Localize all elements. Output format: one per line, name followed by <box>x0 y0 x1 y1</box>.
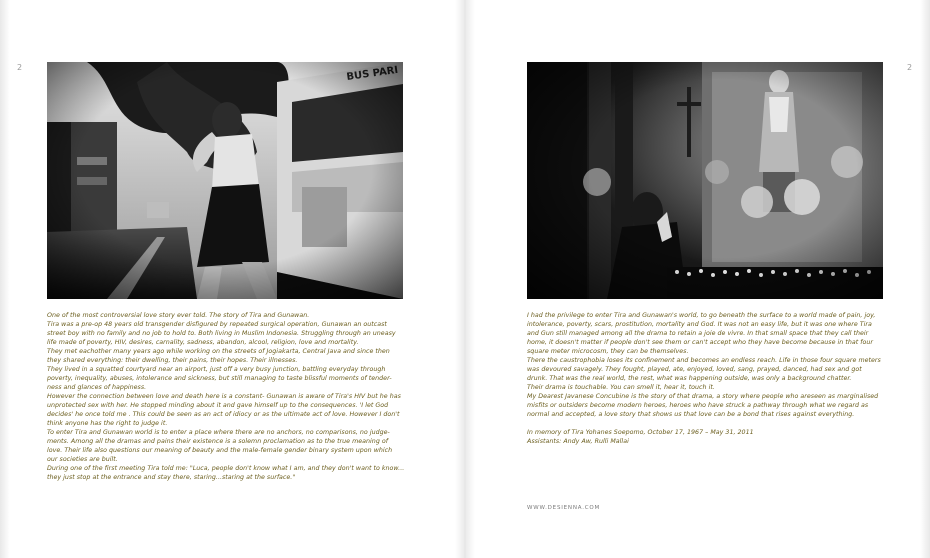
book-gutter <box>455 0 475 558</box>
text-line: However the connection between love and death here is a constant- Gunawan is aware of Tira's HIV but he has <box>47 393 401 400</box>
right-page-number: 2 <box>907 63 913 72</box>
paragraph-gap <box>527 419 881 428</box>
left-page-edge <box>0 0 10 558</box>
text-line: home, it doesn't matter if people don't see them or can't accept who they have become because in that four <box>527 339 873 346</box>
text-line: intolerance, poverty, scars, prostitution, mortality and God. It was not an easy life, but it was one where Tira <box>527 321 872 328</box>
text-line: My Dearest Javanese Concubine is the story of that drama, a story where people who areseen as marginalised <box>527 393 879 400</box>
left-page-number: 2 <box>17 63 23 72</box>
text-line: street boy with no family and no job to hold to. Both living in Muslim Indonesia. Struggling through an uneasy <box>47 330 396 337</box>
left-body-text <box>47 311 404 482</box>
text-line: ments. Among all the dramas and pains their existence is a solemn proclamation as to the true meaning of <box>47 438 388 445</box>
text-line: They met eachother many years ago while working on the streets of Jogiakarta, Central Java and since then <box>47 348 390 355</box>
text-line: our societies are built. <box>47 456 118 463</box>
text-line: misfits or outsiders become modern heroes, heroes who have struck a pathway through what we regard as <box>527 402 869 409</box>
text-line: decides' he once told me . This could be seen as an act of idiocy or as the ultimate act of love. However I don't <box>47 411 400 418</box>
text-line: ness and glances of happiness. <box>47 384 147 391</box>
text-line: One of the most controversial love story ever told. The story of Tira and Gunawan. <box>47 312 310 319</box>
text-line: To enter Tira and Gunawan world is to enter a place where there are no anchors, no comparisons, no judge- <box>47 429 390 436</box>
text-line: They lived in a squatted courtyard near an airport, just off a very busy junction, battling everyday through <box>47 366 386 373</box>
text-line: unprotected sex with her. He stopped minding about it and gave himself up to the consequences. 'I let God <box>47 402 389 409</box>
right-photo-church-interior <box>527 62 883 299</box>
text-line: I had the privilege to enter Tira and Gunawan's world, to go beneath the surface to a world made of pain, joy, <box>527 312 876 319</box>
text-line: they just stop at the entrance and stay there, staring...staring at the surface." <box>47 474 296 481</box>
text-line: think anyone has the right to judge it. <box>47 420 168 427</box>
right-page-edge <box>920 0 930 558</box>
right-body-text <box>527 311 881 446</box>
text-line: There the caustrophobia loses its confinement and becomes an endless reach. Life in those four square meters <box>527 357 881 364</box>
text-line: Assistants: Andy Aw, Rulli Mallai <box>527 438 629 445</box>
text-line: drunk. That was the real world, the rest, what was happening outside, was only a background chatter. <box>527 375 852 382</box>
text-line: love. Their life also questions our meaning of beauty and the male-female gender binary system upon which <box>47 447 393 454</box>
text-line: was devoured savagely. They fought, played, ate, enjoyed, loved, sang, prayed, danced, had sex and got <box>527 366 862 373</box>
text-line: In memory of Tira Yohanes Soepomo, October 17, 1967 – May 31, 2011 <box>527 429 754 436</box>
text-line: and Gun still managed among all the drama to retain a joie de vivre. In that small space that they call their <box>527 330 869 337</box>
text-line: Their drama is touchable. You can smell it, hear it, touch it. <box>527 384 715 391</box>
left-photo-street-scene <box>47 62 403 299</box>
text-line: life made of poverty, HIV, desires, carnality, sadness, abandon, alcool, religion, love and mortality. <box>47 339 359 346</box>
text-line: During one of the first meeting Tira told me: "Luca, people don't know what I am, and they don't want to know... <box>47 465 405 472</box>
text-line: they shared everything: their dwelling, their pains, their hopes. Their illnesses. <box>47 357 298 364</box>
text-line: square meter microcosm, they can be themselves. <box>527 348 689 355</box>
text-line: normal and accepted, a love story that shows us that love can be a bond that rises against everything. <box>527 411 855 418</box>
text-line: poverty, inequality, abuses, intolerance and sickness, but still managing to taste blissful moments of tender- <box>47 375 392 382</box>
text-line: Tira was a pre-op 48 years old transgender disfigured by repeated surgical operation, Gunawan an outcast <box>47 321 387 328</box>
footer-website: WWW.DESIENNA.COM <box>527 505 601 511</box>
